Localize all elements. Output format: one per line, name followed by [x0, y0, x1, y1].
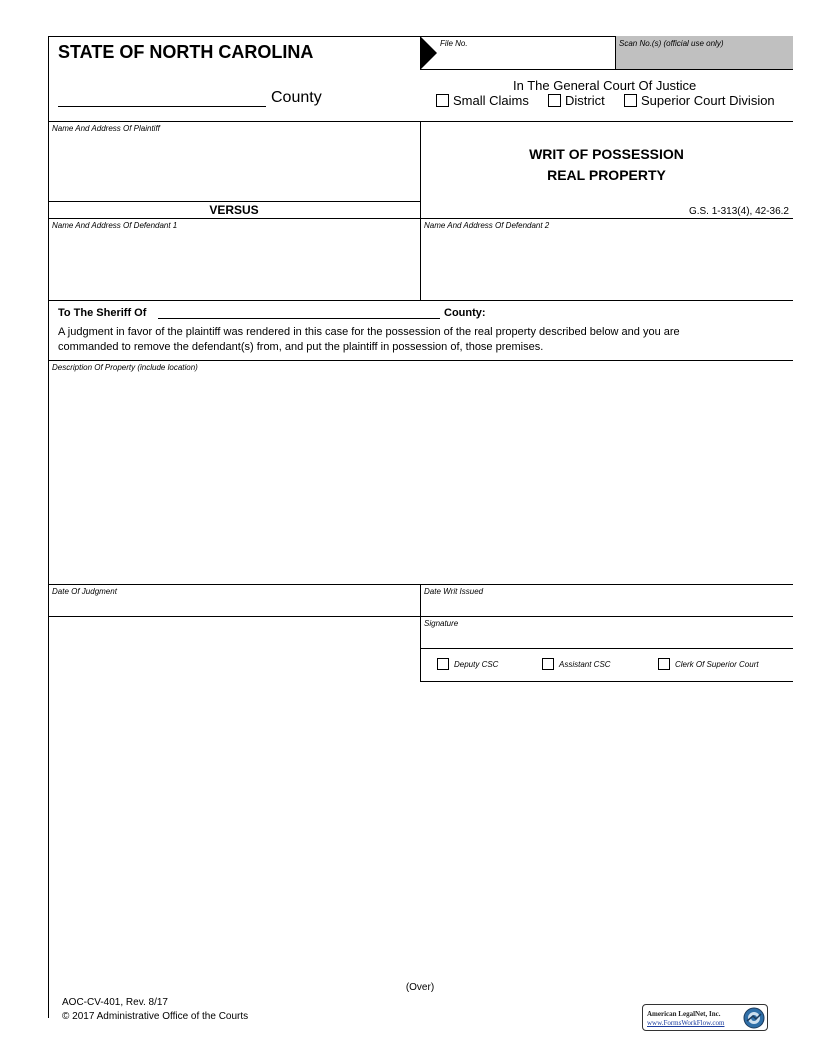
property-label: Description Of Property (include location) [52, 363, 198, 372]
versus-top-line [48, 201, 420, 202]
legalnet-logo[interactable] [642, 1004, 768, 1031]
property-top-line [48, 360, 793, 361]
clerk-superior-court-checkbox[interactable] [658, 658, 670, 670]
property-description-field[interactable] [49, 374, 792, 582]
file-no-arrow-icon [421, 37, 437, 69]
parties-bottom-line [48, 300, 793, 301]
county-blank-line[interactable] [58, 106, 266, 107]
file-no-label: File No. [440, 39, 468, 48]
defendants-top-line [48, 218, 793, 219]
judgment-date-label: Date Of Judgment [52, 587, 117, 596]
superior-court-label: Superior Court Division [641, 93, 775, 108]
deputy-csc-label: Deputy CSC [454, 660, 499, 669]
sheriff-command-line1: A judgment in favor of the plaintiff was rendered in this case for the possession of the real property described below and you are [58, 326, 680, 338]
writ-date-label: Date Writ Issued [424, 587, 484, 596]
form-number: AOC-CV-401, Rev. 8/17 [62, 997, 168, 1008]
small-claims-checkbox[interactable] [436, 94, 449, 107]
sheriff-command-line2: commanded to remove the defendant(s) from, and put the plaintiff in possession of, those premises. [58, 341, 544, 353]
statute-reference: G.S. 1-313(4), 42-36.2 [688, 206, 789, 217]
small-claims-label: Small Claims [453, 93, 529, 108]
sheriff-county-blank[interactable] [158, 318, 440, 319]
county-label: County [271, 89, 322, 106]
signature-field[interactable] [421, 629, 792, 647]
plaintiff-label: Name And Address Of Plaintiff [52, 124, 160, 133]
plaintiff-field[interactable] [49, 134, 419, 200]
writ-date-field[interactable] [421, 597, 792, 615]
defendant1-label: Name And Address Of Defendant 1 [52, 221, 178, 230]
judgment-date-field[interactable] [49, 597, 419, 615]
globe-icon [743, 1007, 765, 1029]
defendant2-field[interactable] [421, 231, 792, 299]
signature-bottom-line [420, 648, 793, 649]
dates-bottom-line [48, 616, 793, 617]
file-no-bottom-line [420, 69, 793, 70]
scan-no-label: Scan No.(s) (official use only) [619, 39, 724, 48]
clerk-superior-court-label: Clerk Of Superior Court [675, 660, 759, 669]
logo-company-name: American LegalNet, Inc. [647, 1010, 721, 1018]
deputy-csc-checkbox[interactable] [437, 658, 449, 670]
district-label: District [565, 93, 605, 108]
assistant-csc-label: Assistant CSC [559, 660, 611, 669]
sheriff-to-label: To The Sheriff Of [58, 307, 147, 319]
form-title-line1: WRIT OF POSSESSION [529, 146, 684, 162]
superior-court-checkbox[interactable] [624, 94, 637, 107]
logo-website: www.FormsWorkFlow.com [647, 1019, 725, 1027]
copyright: © 2017 Administrative Office of the Courts [62, 1011, 249, 1022]
assistant-csc-checkbox[interactable] [542, 658, 554, 670]
form-title-line2: REAL PROPERTY [547, 167, 666, 183]
over-label: (Over) [405, 982, 435, 993]
signature-section-bottom-line [420, 681, 793, 682]
district-checkbox[interactable] [548, 94, 561, 107]
state-title: STATE OF NORTH CAROLINA [58, 42, 314, 62]
signature-label: Signature [424, 619, 459, 628]
scan-no-divider [615, 36, 616, 69]
defendant2-label: Name And Address Of Defendant 2 [424, 221, 550, 230]
court-name: In The General Court Of Justice [513, 78, 697, 93]
versus-label: VERSUS [209, 203, 259, 217]
defendant1-field[interactable] [49, 231, 419, 299]
sheriff-county-label: County: [444, 307, 486, 319]
